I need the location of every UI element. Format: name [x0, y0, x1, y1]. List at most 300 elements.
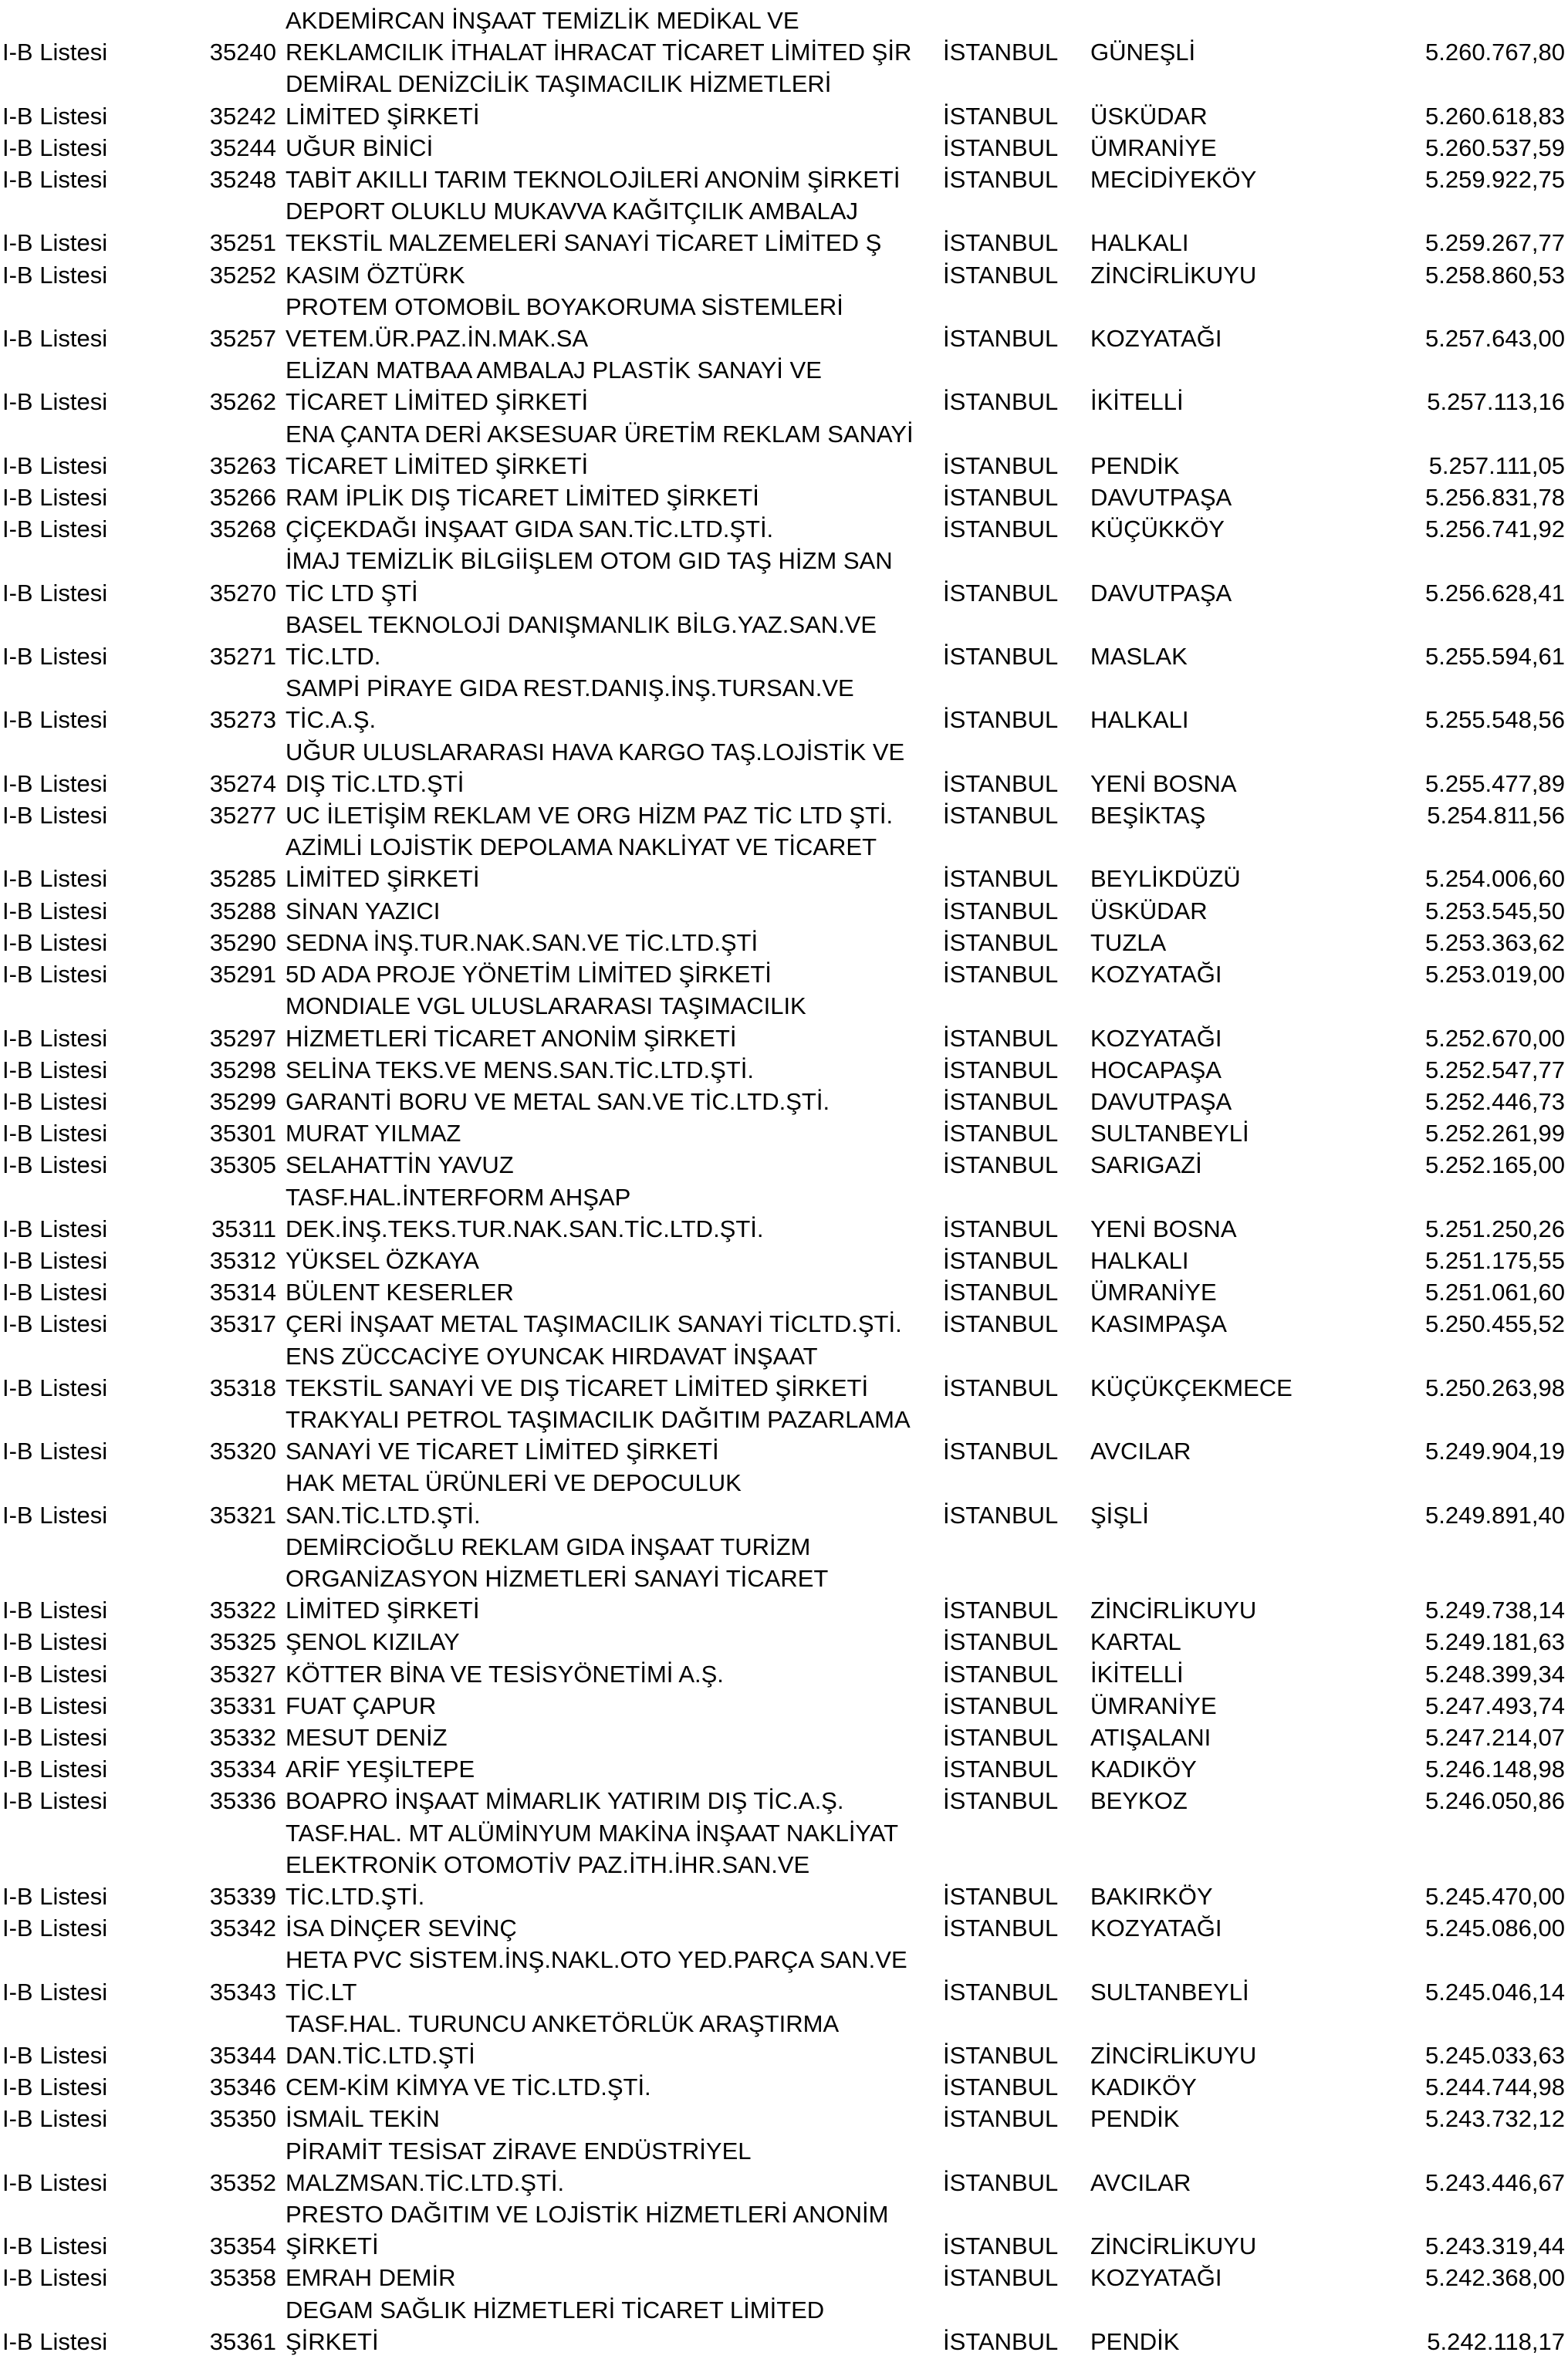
- list-type-label: I-B Listesi: [2, 1501, 108, 1529]
- city-cell: İSTANBUL: [943, 1246, 1059, 1274]
- table-row: [0, 5, 1568, 68]
- district-cell: BAKIRKÖY: [1090, 1882, 1213, 1910]
- company-name: [286, 1531, 1568, 1627]
- row-number: 35317: [209, 1310, 276, 1338]
- table-row: [0, 1690, 1568, 1722]
- company-name-line: TİC.LTD.: [286, 643, 381, 671]
- city-cell: İSTANBUL: [943, 1120, 1059, 1147]
- row-number: 35343: [209, 1978, 276, 2006]
- table-row: [0, 1626, 1568, 1658]
- row-number: 35266: [209, 484, 276, 512]
- amount-cell: 5.258.860,53: [1424, 261, 1565, 289]
- district-cell: ZİNCİRLİKUYU: [1090, 2232, 1257, 2260]
- company-name-line: LİMİTED ŞİRKETİ: [286, 865, 480, 893]
- district-cell: PENDİK: [1090, 2327, 1180, 2355]
- amount-cell: 5.260.618,83: [1424, 102, 1565, 130]
- company-name-line: SİNAN YAZICI: [286, 897, 441, 924]
- list-type-label: I-B Listesi: [2, 865, 108, 893]
- list-type-label: I-B Listesi: [2, 166, 108, 194]
- company-name-line: MALZMSAN.TİC.LTD.ŞTİ.: [286, 2168, 565, 2196]
- district-cell: YENİ BOSNA: [1090, 769, 1237, 797]
- company-name: [286, 2071, 1568, 2103]
- city-cell: İSTANBUL: [943, 1151, 1059, 1179]
- row-number: 35248: [209, 166, 276, 194]
- district-cell: SULTANBEYLİ: [1090, 1120, 1249, 1147]
- table-row: [0, 482, 1568, 513]
- city-cell: İSTANBUL: [943, 2168, 1059, 2196]
- amount-cell: 5.252.261,99: [1424, 1120, 1565, 1147]
- district-cell: ÜMRANİYE: [1090, 1692, 1217, 1719]
- amount-cell: 5.252.547,77: [1424, 1056, 1565, 1083]
- district-cell: ZİNCİRLİKUYU: [1090, 261, 1257, 289]
- list-type-label: I-B Listesi: [2, 229, 108, 257]
- company-name-line: ELEKTRONİK OTOMOTİV PAZ.İTH.İHR.SAN.VE: [286, 1850, 810, 1878]
- city-cell: İSTANBUL: [943, 706, 1059, 734]
- city-cell: İSTANBUL: [943, 2105, 1059, 2133]
- list-type-label: I-B Listesi: [2, 2168, 108, 2196]
- table-row: [0, 1117, 1568, 1149]
- city-cell: İSTANBUL: [943, 2232, 1059, 2260]
- row-number: 35270: [209, 579, 276, 607]
- company-name-line: PROTEM OTOMOBİL BOYAKORUMA SİSTEMLERİ: [286, 292, 843, 320]
- table-row: [0, 990, 1568, 1053]
- city-cell: İSTANBUL: [943, 1756, 1059, 1783]
- company-name-line: BOAPRO İNŞAAT MİMARLIK YATIRIM DIŞ TİC.A.Ş.: [286, 1787, 844, 1815]
- city-cell: İSTANBUL: [943, 261, 1059, 289]
- city-cell: İSTANBUL: [943, 2042, 1059, 2069]
- city-cell: İSTANBUL: [943, 1787, 1059, 1815]
- company-name: [286, 1308, 1568, 1340]
- city-cell: İSTANBUL: [943, 2327, 1059, 2355]
- company-name-line: AZİMLİ LOJİSTİK DEPOLAMA NAKLİYAT VE TİCARET: [286, 833, 877, 861]
- amount-cell: 5.251.250,26: [1424, 1215, 1565, 1242]
- company-name: [286, 68, 1568, 131]
- company-name-line: HETA PVC SİSTEM.İNŞ.NAKL.OTO YED.PARÇA SAN.VE: [286, 1946, 907, 1974]
- amount-cell: 5.257.643,00: [1424, 325, 1565, 353]
- company-name: [286, 545, 1568, 608]
- company-name: [286, 1245, 1568, 1276]
- district-cell: HALKALI: [1090, 706, 1189, 734]
- row-number: 35339: [209, 1882, 276, 1910]
- row-number: 35346: [209, 2073, 276, 2101]
- company-name-line: TASF.HAL. MT ALÜMİNYUM MAKİNA İNŞAAT NAKLİYAT: [286, 1819, 899, 1847]
- row-number: 35298: [209, 1056, 276, 1083]
- row-number: 35291: [209, 961, 276, 989]
- company-name: [286, 958, 1568, 990]
- company-name: [286, 1340, 1568, 1404]
- table-row: [0, 2135, 1568, 2198]
- row-number: 35240: [209, 39, 276, 66]
- table-row: [0, 1785, 1568, 1817]
- row-number: 35274: [209, 769, 276, 797]
- district-cell: AVCILAR: [1090, 1438, 1191, 1465]
- list-type-label: I-B Listesi: [2, 388, 108, 416]
- company-name-line: GARANTİ BORU VE METAL SAN.VE TİC.LTD.ŞTİ.: [286, 1087, 830, 1115]
- district-cell: AVCILAR: [1090, 2168, 1191, 2196]
- row-number: 35257: [209, 325, 276, 353]
- row-number: 35361: [209, 2327, 276, 2355]
- district-cell: ÜSKÜDAR: [1090, 102, 1208, 130]
- district-cell: YENİ BOSNA: [1090, 1215, 1237, 1242]
- row-number: 35288: [209, 897, 276, 924]
- city-cell: İSTANBUL: [943, 1597, 1059, 1624]
- company-name: [286, 1658, 1568, 1690]
- company-name: [286, 291, 1568, 354]
- city-cell: İSTANBUL: [943, 1978, 1059, 2006]
- row-number: 35350: [209, 2105, 276, 2133]
- row-number: 35290: [209, 928, 276, 956]
- city-cell: İSTANBUL: [943, 1024, 1059, 1052]
- company-name-line: TEKSTİL SANAYİ VE DIŞ TİCARET LİMİTED ŞİRKETİ: [286, 1374, 869, 1401]
- row-number: 35244: [209, 133, 276, 161]
- amount-cell: 5.252.165,00: [1424, 1151, 1565, 1179]
- row-number: 35322: [209, 1597, 276, 1624]
- amount-cell: 5.257.111,05: [1428, 451, 1565, 479]
- amount-cell: 5.253.019,00: [1424, 961, 1565, 989]
- table-row: [0, 736, 1568, 799]
- list-type-label: I-B Listesi: [2, 325, 108, 353]
- company-name: [286, 1753, 1568, 1785]
- row-number: 35277: [209, 802, 276, 830]
- company-name-line: DEMİRAL DENİZCİLİK TAŞIMACILIK HİZMETLERİ: [286, 70, 832, 98]
- city-cell: İSTANBUL: [943, 325, 1059, 353]
- company-name-line: TİC LTD ŞTİ: [286, 579, 418, 607]
- list-type-label: I-B Listesi: [2, 451, 108, 479]
- list-type-label: I-B Listesi: [2, 1756, 108, 1783]
- city-cell: İSTANBUL: [943, 802, 1059, 830]
- company-name-line: TASF.HAL.İNTERFORM AHŞAP: [286, 1183, 631, 1211]
- row-number: 35263: [209, 451, 276, 479]
- company-name: [286, 609, 1568, 672]
- city-cell: İSTANBUL: [943, 1215, 1059, 1242]
- list-type-label: I-B Listesi: [2, 1151, 108, 1179]
- district-cell: PENDİK: [1090, 451, 1180, 479]
- row-number: 35268: [209, 515, 276, 543]
- company-name-line: BASEL TEKNOLOJİ DANIŞMANLIK BİLG.YAZ.SAN.VE: [286, 610, 877, 638]
- district-cell: SULTANBEYLİ: [1090, 1978, 1249, 2006]
- city-cell: İSTANBUL: [943, 769, 1059, 797]
- amount-cell: 5.254.006,60: [1424, 865, 1565, 893]
- city-cell: İSTANBUL: [943, 39, 1059, 66]
- district-cell: KOZYATAĞI: [1090, 325, 1222, 353]
- row-number: 35342: [209, 1915, 276, 1942]
- company-name-line: LİMİTED ŞİRKETİ: [286, 102, 480, 130]
- company-name: [286, 990, 1568, 1053]
- amount-cell: 5.255.477,89: [1424, 769, 1565, 797]
- district-cell: BEYLİKDÜZÜ: [1090, 865, 1241, 893]
- district-cell: HOCAPAŞA: [1090, 1056, 1222, 1083]
- company-name-line: LİMİTED ŞİRKETİ: [286, 1597, 480, 1624]
- city-cell: İSTANBUL: [943, 1628, 1059, 1656]
- company-name-line: SAN.TİC.LTD.ŞTİ.: [286, 1501, 481, 1529]
- company-name: [286, 2294, 1568, 2357]
- list-type-label: I-B Listesi: [2, 706, 108, 734]
- company-name: [286, 418, 1568, 482]
- table-row: [0, 1086, 1568, 1117]
- row-number: 35273: [209, 706, 276, 734]
- city-cell: İSTANBUL: [943, 388, 1059, 416]
- table-row: [0, 2294, 1568, 2357]
- company-name-line: CEM-KİM KİMYA VE TİC.LTD.ŞTİ.: [286, 2073, 651, 2101]
- company-name-line: DEPORT OLUKLU MUKAVVA KAĞITÇILIK AMBALAJ: [286, 198, 858, 225]
- table-row: [0, 1467, 1568, 1530]
- row-number: 35252: [209, 261, 276, 289]
- company-name: [286, 1404, 1568, 1467]
- list-type-label: I-B Listesi: [2, 1087, 108, 1115]
- row-number: 35301: [209, 1120, 276, 1147]
- company-name-line: VETEM.ÜR.PAZ.İN.MAK.SA: [286, 325, 589, 353]
- company-name: [286, 482, 1568, 513]
- district-cell: ZİNCİRLİKUYU: [1090, 1597, 1257, 1624]
- list-type-label: I-B Listesi: [2, 1660, 108, 1688]
- city-cell: İSTANBUL: [943, 897, 1059, 924]
- table-row: [0, 1912, 1568, 1944]
- row-number: 35344: [209, 2042, 276, 2069]
- company-name: [286, 132, 1568, 164]
- company-name: [286, 1276, 1568, 1308]
- city-cell: İSTANBUL: [943, 1882, 1059, 1910]
- company-name: [286, 672, 1568, 735]
- company-name: [286, 1722, 1568, 1753]
- city-cell: İSTANBUL: [943, 1087, 1059, 1115]
- company-name-line: RAM İPLİK DIŞ TİCARET LİMİTED ŞİRKETİ: [286, 484, 759, 512]
- company-name-line: SEDNA İNŞ.TUR.NAK.SAN.VE TİC.LTD.ŞTİ: [286, 928, 759, 956]
- company-name-line: DAN.TİC.LTD.ŞTİ: [286, 2042, 475, 2069]
- row-number: 35321: [209, 1501, 276, 1529]
- district-cell: ŞİŞLİ: [1090, 1501, 1149, 1529]
- city-cell: İSTANBUL: [943, 579, 1059, 607]
- company-name: [286, 2135, 1568, 2198]
- district-cell: KASIMPAŞA: [1090, 1310, 1227, 1338]
- table-row: [0, 895, 1568, 927]
- city-cell: İSTANBUL: [943, 1279, 1059, 1306]
- amount-cell: 5.249.904,19: [1424, 1438, 1565, 1465]
- list-type-label: I-B Listesi: [2, 2232, 108, 2260]
- company-name: [286, 831, 1568, 894]
- city-cell: İSTANBUL: [943, 1660, 1059, 1688]
- list-type-label: I-B Listesi: [2, 261, 108, 289]
- amount-cell: 5.245.470,00: [1424, 1882, 1565, 1910]
- table-row: [0, 672, 1568, 735]
- list-type-label: I-B Listesi: [2, 484, 108, 512]
- district-cell: KÜÇÜKÇEKMECE: [1090, 1374, 1293, 1401]
- list-type-label: I-B Listesi: [2, 1024, 108, 1052]
- district-cell: KARTAL: [1090, 1628, 1181, 1656]
- amount-cell: 5.243.319,44: [1424, 2232, 1565, 2260]
- table-row: [0, 68, 1568, 131]
- company-name-line: ÇİÇEKDAĞI İNŞAAT GIDA SAN.TİC.LTD.ŞTİ.: [286, 515, 774, 543]
- company-name: [286, 2103, 1568, 2134]
- amount-cell: 5.246.050,86: [1424, 1787, 1565, 1815]
- table-row: [0, 545, 1568, 608]
- row-number: 35285: [209, 865, 276, 893]
- district-cell: GÜNEŞLİ: [1090, 39, 1196, 66]
- company-name-line: ŞENOL KIZILAY: [286, 1628, 460, 1656]
- company-name-line: SELAHATTİN YAVUZ: [286, 1151, 514, 1179]
- district-cell: İKİTELLİ: [1090, 388, 1184, 416]
- row-number: 35332: [209, 1723, 276, 1751]
- company-name-line: ELİZAN MATBAA AMBALAJ PLASTİK SANAYİ VE: [286, 357, 822, 384]
- list-type-label: I-B Listesi: [2, 2073, 108, 2101]
- company-name: [286, 799, 1568, 831]
- row-number: 35352: [209, 2168, 276, 2196]
- table-row: [0, 1753, 1568, 1785]
- company-name-line: EMRAH DEMİR: [286, 2264, 456, 2292]
- city-cell: İSTANBUL: [943, 515, 1059, 543]
- company-name: [286, 1086, 1568, 1117]
- table-row: [0, 164, 1568, 195]
- list-type-label: I-B Listesi: [2, 1056, 108, 1083]
- table-row: [0, 1181, 1568, 1245]
- company-name: [286, 1690, 1568, 1722]
- row-number: 35334: [209, 1756, 276, 1783]
- company-name: [286, 895, 1568, 927]
- company-name-line: DEMİRCİOĞLU REKLAM GIDA İNŞAAT TURİZM: [286, 1533, 811, 1560]
- amount-cell: 5.242.368,00: [1424, 2264, 1565, 2292]
- amount-cell: 5.245.046,14: [1424, 1978, 1565, 2006]
- company-name: [286, 5, 1568, 68]
- table-row: [0, 1722, 1568, 1753]
- city-cell: İSTANBUL: [943, 961, 1059, 989]
- company-name-line: TRAKYALI PETROL TAŞIMACILIK DAĞITIM PAZARLAMA: [286, 1405, 911, 1433]
- city-cell: İSTANBUL: [943, 2073, 1059, 2101]
- table-row: [0, 1817, 1568, 1913]
- list-type-label: I-B Listesi: [2, 1915, 108, 1942]
- list-type-label: I-B Listesi: [2, 1310, 108, 1338]
- amount-cell: 5.257.113,16: [1427, 388, 1565, 416]
- company-name: [286, 927, 1568, 958]
- list-type-label: I-B Listesi: [2, 102, 108, 130]
- table-row: [0, 354, 1568, 417]
- row-number: 35299: [209, 1087, 276, 1115]
- amount-cell: 5.260.767,80: [1424, 39, 1565, 66]
- company-name-line: HİZMETLERİ TİCARET ANONİM ŞİRKETİ: [286, 1024, 737, 1052]
- company-name-line: KASIM ÖZTÜRK: [286, 261, 465, 289]
- table-row: [0, 831, 1568, 894]
- company-name-line: MESUT DENİZ: [286, 1723, 448, 1751]
- list-type-label: I-B Listesi: [2, 1215, 108, 1242]
- row-number: 35358: [209, 2264, 276, 2292]
- district-cell: HALKALI: [1090, 1246, 1189, 1274]
- amount-cell: 5.260.537,59: [1424, 133, 1565, 161]
- company-name-line: İSMAİL TEKİN: [286, 2105, 440, 2133]
- district-cell: BEYKOZ: [1090, 1787, 1188, 1815]
- list-type-label: I-B Listesi: [2, 1374, 108, 1401]
- city-cell: İSTANBUL: [943, 1056, 1059, 1083]
- company-name: [286, 1181, 1568, 1245]
- district-cell: MECİDİYEKÖY: [1090, 166, 1257, 194]
- list-type-label: I-B Listesi: [2, 1978, 108, 2006]
- district-cell: ÜSKÜDAR: [1090, 897, 1208, 924]
- district-cell: ATIŞALANI: [1090, 1723, 1211, 1751]
- company-name: [286, 1117, 1568, 1149]
- row-number: 35327: [209, 1660, 276, 1688]
- row-number: 35331: [209, 1692, 276, 1719]
- district-cell: PENDİK: [1090, 2105, 1180, 2133]
- company-name-line: SELİNA TEKS.VE MENS.SAN.TİC.LTD.ŞTİ.: [286, 1056, 754, 1083]
- company-name-line: DIŞ TİC.LTD.ŞTİ: [286, 769, 465, 797]
- table-row: [0, 513, 1568, 545]
- district-cell: HALKALI: [1090, 229, 1189, 257]
- company-name-line: TABİT AKILLI TARIM TEKNOLOJİLERİ ANONİM ŞİRKETİ: [286, 166, 901, 194]
- district-cell: DAVUTPAŞA: [1090, 579, 1232, 607]
- row-number: 35336: [209, 1787, 276, 1815]
- company-name: [286, 1912, 1568, 1944]
- row-number: 35318: [209, 1374, 276, 1401]
- row-number: 35242: [209, 102, 276, 130]
- table-row: [0, 291, 1568, 354]
- debtor-table: [0, 5, 1568, 2357]
- amount-cell: 5.259.267,77: [1424, 229, 1565, 257]
- amount-cell: 5.256.741,92: [1424, 515, 1565, 543]
- list-type-label: I-B Listesi: [2, 2042, 108, 2069]
- company-name-line: REKLAMCILIK İTHALAT İHRACAT TİCARET LİMİTED ŞİR: [286, 39, 912, 66]
- company-name-line: TEKSTİL MALZEMELERİ SANAYİ TİCARET LİMİTED Ş: [286, 229, 882, 257]
- list-type-label: I-B Listesi: [2, 515, 108, 543]
- row-number: 35251: [209, 229, 276, 257]
- company-name-line: PRESTO DAĞITIM VE LOJİSTİK HİZMETLERİ ANONİM: [286, 2201, 889, 2229]
- amount-cell: 5.251.175,55: [1424, 1246, 1565, 1274]
- district-cell: BEŞİKTAŞ: [1090, 802, 1206, 830]
- amount-cell: 5.253.545,50: [1424, 897, 1565, 924]
- amount-cell: 5.243.732,12: [1424, 2105, 1565, 2133]
- list-type-label: I-B Listesi: [2, 802, 108, 830]
- company-name-line: MURAT YILMAZ: [286, 1120, 461, 1147]
- city-cell: İSTANBUL: [943, 928, 1059, 956]
- table-row: [0, 1149, 1568, 1181]
- amount-cell: 5.249.891,40: [1424, 1501, 1565, 1529]
- table-row: [0, 1054, 1568, 1086]
- amount-cell: 5.252.670,00: [1424, 1024, 1565, 1052]
- city-cell: İSTANBUL: [943, 865, 1059, 893]
- list-type-label: I-B Listesi: [2, 1438, 108, 1465]
- amount-cell: 5.248.399,34: [1424, 1660, 1565, 1688]
- district-cell: MASLAK: [1090, 643, 1188, 671]
- list-type-label: I-B Listesi: [2, 39, 108, 66]
- company-name: [286, 1817, 1568, 1913]
- city-cell: İSTANBUL: [943, 1692, 1059, 1719]
- amount-cell: 5.245.033,63: [1424, 2042, 1565, 2069]
- company-name-line: ORGANİZASYON HİZMETLERİ SANAYİ TİCARET: [286, 1564, 829, 1592]
- company-name: [286, 1785, 1568, 1817]
- amount-cell: 5.253.363,62: [1424, 928, 1565, 956]
- row-number: 35320: [209, 1438, 276, 1465]
- company-name-line: UĞUR ULUSLARARASI HAVA KARGO TAŞ.LOJİSTİK VE: [286, 738, 905, 765]
- table-row: [0, 958, 1568, 990]
- table-row: [0, 418, 1568, 482]
- city-cell: İSTANBUL: [943, 1310, 1059, 1338]
- list-type-label: I-B Listesi: [2, 1787, 108, 1815]
- row-number: 35354: [209, 2232, 276, 2260]
- company-name-line: MONDIALE VGL ULUSLARARASI TAŞIMACILIK: [286, 992, 806, 1020]
- list-type-label: I-B Listesi: [2, 2105, 108, 2133]
- company-name-line: TİC.LT: [286, 1978, 357, 2006]
- district-cell: KADIKÖY: [1090, 2073, 1197, 2101]
- table-row: [0, 195, 1568, 259]
- company-name-line: İSA DİNÇER SEVİNÇ: [286, 1915, 517, 1942]
- table-row: [0, 1308, 1568, 1340]
- company-name: [286, 195, 1568, 259]
- table-row: [0, 259, 1568, 291]
- company-name: [286, 1149, 1568, 1181]
- table-row: [0, 2008, 1568, 2071]
- company-name-line: ŞİRKETİ: [286, 2327, 379, 2355]
- table-row: [0, 2198, 1568, 2262]
- district-cell: ZİNCİRLİKUYU: [1090, 2042, 1257, 2069]
- city-cell: İSTANBUL: [943, 451, 1059, 479]
- company-name-line: İMAJ TEMİZLİK BİLGİİŞLEM OTOM GID TAŞ HİZM SAN: [286, 547, 893, 575]
- amount-cell: 5.256.628,41: [1424, 579, 1565, 607]
